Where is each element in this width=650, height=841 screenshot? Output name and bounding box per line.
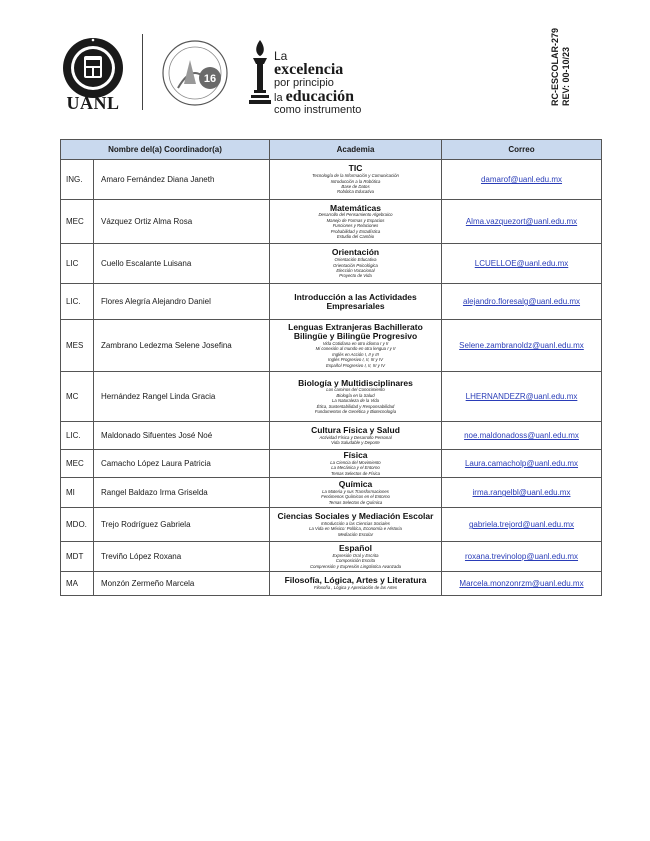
coordinator-title: MEC <box>61 450 94 478</box>
academy-subject: Elección Vocacional <box>336 267 375 273</box>
email-link[interactable]: Alma.vazquezort@uanl.edu.mx <box>465 217 578 226</box>
coordinator-title: LIC. <box>61 284 94 320</box>
email-link[interactable]: roxana.trevinolop@uanl.edu.mx <box>464 552 579 562</box>
academy-name: Física <box>343 450 368 460</box>
academy-subject: Expresión Oral y Escrita <box>332 552 379 558</box>
table-row <box>61 572 602 596</box>
academy-subject: La Vida en México: Política, Economía e Historia <box>309 526 402 532</box>
torch-icon <box>248 38 272 106</box>
academy-subject: Biología en la Salud <box>336 392 375 398</box>
email-cell <box>442 160 602 200</box>
academy-name: Introducción a las Actividades Empresariales <box>294 291 417 311</box>
academy-subject: Estudio del Cambio <box>336 234 375 240</box>
email-cell <box>442 572 602 596</box>
email-cell <box>442 244 602 284</box>
coordinators-table <box>60 139 602 596</box>
prepa-16-logo <box>160 38 230 108</box>
academy-cell <box>270 572 442 596</box>
coordinator-title: MDO. <box>61 508 94 542</box>
uanl-wordmark: UANL <box>66 93 120 113</box>
academy-cell <box>270 160 442 200</box>
email-cell <box>442 508 602 542</box>
academy-subject: La Ciencia del Movimiento <box>330 459 381 465</box>
email-cell <box>442 478 602 508</box>
academy-subject: La Naturaleza de la Vida <box>332 398 379 404</box>
coordinator-name: Cuello Escalante Luisana <box>94 244 270 284</box>
table-row <box>61 508 602 542</box>
motto-line-4-pre: la <box>274 92 286 104</box>
email-link[interactable]: damarof@uanl.edu.mx <box>480 175 563 184</box>
coordinator-name: Hernández Rangel Linda Gracia <box>94 372 270 422</box>
academy-subject: Orientación Psicológica <box>333 262 378 268</box>
academy-cell <box>270 372 442 422</box>
email-cell <box>442 422 602 450</box>
email-link[interactable]: Selene.zambranoldz@uanl.edu.mx <box>459 341 584 350</box>
academy-subject: Orientación Educativa <box>334 257 377 263</box>
academy-subject: Tecnología de la Información y Comunicación <box>312 173 399 179</box>
academy-cell <box>270 422 442 450</box>
motto-line-3: por principio <box>274 77 334 89</box>
academy-cell <box>270 320 442 372</box>
table-row <box>61 200 602 244</box>
academy-subject: Actividad Física y Desarrollo Personal <box>319 434 392 440</box>
email-cell <box>442 542 602 572</box>
prepa-number: 16 <box>203 73 217 85</box>
document-revision: REV: 00-10/23 <box>561 46 571 106</box>
academy-subject: Español Progresivo I, II, III y IV <box>326 362 385 368</box>
coordinator-title: MES <box>61 320 94 372</box>
table-row <box>61 450 602 478</box>
email-link[interactable]: irma.rangelbl@uanl.edu.mx <box>472 488 571 498</box>
academy-cell <box>270 508 442 542</box>
email-cell <box>442 284 602 320</box>
academy-cell <box>270 542 442 572</box>
academy-name: Filosofía, Lógica, Artes y Literatura <box>284 575 427 586</box>
academy-name: Lenguas Extranjeras Bachillerato Bilingüe y Bilingüe Progresivo <box>288 322 423 341</box>
academy-name: Biología y Multidisciplinares <box>298 377 413 388</box>
academy-cell <box>270 478 442 508</box>
academy-name: Ciencias Sociales y Mediación Escolar <box>277 511 434 522</box>
academy-subject: Base de Datos <box>341 183 370 189</box>
coordinator-title: MI <box>61 478 94 508</box>
coordinator-title: MA <box>61 572 94 596</box>
academy-cell <box>270 200 442 244</box>
motto-line-5: como instrumento <box>274 104 362 116</box>
coordinator-name: Monzón Zermeño Marcela <box>94 572 270 596</box>
academy-subject: Fundamentos de Genética y Biotecnología <box>314 409 397 415</box>
academy-subject: Mi conexión al mundo en otra lengua I y II <box>315 346 396 352</box>
academy-subject: Manejo de Formas y Espacios <box>326 217 385 223</box>
email-link[interactable]: noe.maldonadoss@uanl.edu.mx <box>464 431 579 440</box>
academy-subject: Temas Selectos de Química <box>328 499 383 505</box>
motto-line-4-bold: educación <box>285 88 355 105</box>
academy-subject: Temas Selectos de Física <box>330 470 381 476</box>
academy-cell <box>270 450 442 478</box>
email-link[interactable]: Laura.camacholp@uanl.edu.mx <box>464 459 579 469</box>
table-row <box>61 320 602 372</box>
academy-subject: Composición Escrita <box>335 558 376 564</box>
table-row <box>61 542 602 572</box>
coordinator-name: Flores Alegría Alejandro Daniel <box>94 284 270 320</box>
academy-subject: Comprensión y Expresión Lingüística Avanzada <box>309 563 401 569</box>
academy-name: Español <box>338 543 373 554</box>
email-cell <box>442 200 602 244</box>
academy-subject: Introducción a la Robótica <box>330 178 381 184</box>
table-header-row <box>61 140 602 160</box>
header-coordinator: Nombre del(a) Coordinador(a) <box>61 140 270 160</box>
table-row <box>61 284 602 320</box>
table-row <box>61 372 602 422</box>
email-cell <box>442 372 602 422</box>
coordinator-title: LIC <box>61 244 94 284</box>
institution-motto <box>274 50 361 116</box>
academy-subject: La Materia y sus Transformaciones <box>322 488 389 494</box>
motto-line-2: excelencia <box>274 61 344 78</box>
academy-name: TIC <box>348 163 363 174</box>
motto-line-1: La <box>274 49 288 63</box>
coordinator-title: MC <box>61 372 94 422</box>
academy-subject: Probabilidad y Estadística <box>330 228 381 234</box>
coordinator-name: Trejo Rodríguez Gabriela <box>94 508 270 542</box>
coordinator-title: ING. <box>61 160 94 200</box>
academy-name: Química <box>338 479 373 490</box>
header-academy: Academia <box>270 140 442 160</box>
academy-subject: Ética, Sustentabilidad y Responsabilidad <box>316 403 395 409</box>
email-link[interactable]: LCUELLOE@uanl.edu.mx <box>474 259 569 268</box>
document-code-id: RC-ESCOLAR-279 <box>550 27 560 106</box>
academy-subject: Inglés Progresivo I, II, III y IV <box>328 357 383 363</box>
coordinator-name: Vázquez Ortiz Alma Rosa <box>94 200 270 244</box>
academy-subject: Desarrollo del Pensamiento Algebraico <box>318 212 393 218</box>
coordinator-name: Amaro Fernández Diana Janeth <box>94 160 270 200</box>
academy-cell <box>270 284 442 320</box>
document-code <box>550 28 572 106</box>
email-cell <box>442 320 602 372</box>
academy-subject: Robótica Educativa <box>336 189 375 195</box>
coordinator-name: Maldonado Sifuentes José Noé <box>94 422 270 450</box>
academy-subject: La Mecánica y el Entorno <box>331 465 380 471</box>
academy-subject: Introducción a las Ciencias Sociales <box>321 520 390 526</box>
header-divider <box>142 34 143 110</box>
academy-subject: Inglés en Acción I, II y III <box>332 351 379 357</box>
table-row <box>61 422 602 450</box>
email-cell <box>442 450 602 478</box>
table-row <box>61 244 602 284</box>
table-row <box>61 478 602 508</box>
coordinator-name: Camacho López Laura Patricia <box>94 450 270 478</box>
academy-name: Matemáticas <box>329 202 382 213</box>
academy-subject: Mediación Escolar <box>337 531 374 537</box>
coordinator-title: MDT <box>61 542 94 572</box>
coordinator-name: Rangel Baldazo Irma Griselda <box>94 478 270 508</box>
email-link[interactable]: LHERNANDEZR@uanl.edu.mx <box>465 392 578 401</box>
academy-name: Cultura Física y Salud <box>311 424 400 435</box>
academy-subject: Los caminos del Conocimiento <box>326 387 385 393</box>
coordinator-title: LIC. <box>61 422 94 450</box>
academy-name: Orientación <box>331 247 380 258</box>
academy-subject: Filosofía , Lógica y Apreciación de las Artes <box>313 585 398 591</box>
academy-subject: Fenómenos Químicos en el Entorno <box>321 494 390 500</box>
email-link[interactable]: alejandro.floresalg@uanl.edu.mx <box>462 297 581 306</box>
academy-subject: Vida Cotidiana en otro idioma I y II <box>322 340 389 346</box>
table-row <box>61 160 602 200</box>
coordinator-name: Treviño López Roxana <box>94 542 270 572</box>
email-link[interactable]: gabriela.trejord@uanl.edu.mx <box>468 520 575 530</box>
email-link[interactable]: Marcela.monzonrzm@uanl.edu.mx <box>459 579 584 589</box>
academy-subject: Vida Saludable y Deporte <box>331 439 380 445</box>
academy-cell <box>270 244 442 284</box>
academy-subject: Proyecto de Vida <box>339 273 372 279</box>
coordinator-name: Zambrano Ledezma Selene Josefina <box>94 320 270 372</box>
header-email: Correo <box>442 140 602 160</box>
coordinator-title: MEC <box>61 200 94 244</box>
academy-subject: Funciones y Relaciones <box>332 223 379 229</box>
